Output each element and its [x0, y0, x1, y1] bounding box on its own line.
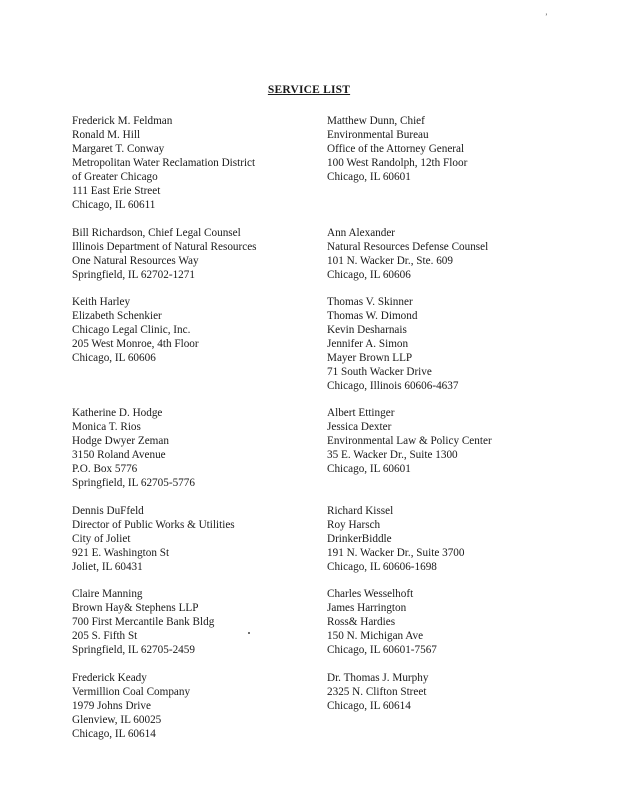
entry-line: Vermillion Coal Company: [72, 686, 191, 698]
entry-line: Ross& Hardies: [327, 616, 396, 628]
service-entry-murphy: [327, 671, 428, 713]
service-entry-skinner: [327, 295, 458, 393]
entry-line: 100 West Randolph, 12th Floor: [327, 157, 468, 169]
entry-line: Glenview, IL 60025: [72, 714, 162, 726]
service-entry-feldman: [72, 114, 255, 212]
entry-line: Illinois Department of Natural Resources: [72, 241, 257, 253]
entry-line: Chicago, IL 60606: [72, 352, 156, 364]
service-entry-duffeld: [72, 504, 235, 574]
entry-line: Ronald M. Hill: [72, 129, 141, 141]
entry-line: Chicago, IL 60614: [327, 700, 411, 712]
entry-line: Environmental Bureau: [327, 129, 429, 141]
entry-line: Dennis DuFfeld: [72, 505, 144, 517]
entry-line: Margaret T. Conway: [72, 143, 165, 155]
entry-line: Thomas V. Skinner: [327, 296, 413, 308]
entry-line: 111 East Erie Street: [72, 185, 161, 197]
entry-line: 205 West Monroe, 4th Floor: [72, 338, 199, 350]
entry-line: P.O. Box 5776: [72, 463, 138, 475]
entry-line: Richard Kissel: [327, 505, 394, 517]
entry-line: Chicago, IL 60601: [327, 463, 411, 475]
entry-line: Monica T. Rios: [72, 421, 141, 433]
entry-line: Chicago, IL 60606-1698: [327, 561, 437, 573]
entry-line: Keith Harley: [72, 296, 131, 308]
entry-line: Chicago, IL 60611: [72, 199, 156, 211]
service-entry-kissel: [327, 504, 464, 574]
entry-line: Charles Wesselhoft: [327, 588, 414, 600]
entry-line: Chicago, IL 60614: [72, 728, 156, 740]
entry-line: Katherine D. Hodge: [72, 407, 163, 419]
entry-line: 921 E. Washington St: [72, 547, 170, 559]
entry-line: Claire Manning: [72, 588, 143, 600]
entry-line: Director of Public Works & Utilities: [72, 519, 235, 531]
service-entry-hodge: [72, 406, 195, 490]
service-entry-harley: [72, 295, 199, 365]
entry-line: Metropolitan Water Reclamation District: [72, 157, 256, 169]
entry-line: 191 N. Wacker Dr., Suite 3700: [327, 547, 465, 559]
entry-line: Matthew Dunn, Chief: [327, 115, 425, 127]
service-entry-wesselhoft: [327, 587, 437, 657]
entry-line: DrinkerBiddle: [327, 533, 392, 545]
service-entry-manning: [72, 587, 214, 657]
entry-line: Chicago, IL 60601-7567: [327, 644, 437, 656]
entry-line: Jessica Dexter: [327, 421, 392, 433]
service-entry-dunn: [327, 114, 467, 184]
entry-line: Albert Ettinger: [327, 407, 395, 419]
entry-line: Dr. Thomas J. Murphy: [327, 672, 429, 684]
entry-line: 3150 Roland Avenue: [72, 449, 166, 461]
entry-line: Jennifer A. Simon: [327, 338, 409, 350]
entry-line: City of Joliet: [72, 533, 131, 545]
entry-line: Chicago, IL 60601: [327, 171, 411, 183]
entry-line: 2325 N. Clifton Street: [327, 686, 427, 698]
entry-line: Bill Richardson, Chief Legal Counsel: [72, 227, 241, 239]
entry-line: 35 E. Wacker Dr., Suite 1300: [327, 449, 458, 461]
entry-line: Springfield, IL 62705-2459: [72, 644, 195, 656]
entry-line: Springfield, IL 62702-1271: [72, 269, 195, 281]
entry-line: Environmental Law & Policy Center: [327, 435, 492, 447]
entry-line: Kevin Desharnais: [327, 324, 407, 336]
entry-line: James Harrington: [327, 602, 407, 614]
entry-line: Chicago, Illinois 60606-4637: [327, 380, 459, 392]
entry-line: 101 N. Wacker Dr., Ste. 609: [327, 255, 453, 267]
entry-line: Roy Harsch: [327, 519, 381, 531]
entry-line: 205 S. Fifth St: [72, 630, 138, 642]
entry-line: Chicago Legal Clinic, Inc.: [72, 324, 191, 336]
entry-line: Joliet, IL 60431: [72, 561, 143, 573]
entry-line: 700 First Mercantile Bank Bldg: [72, 616, 215, 628]
service-entry-keady: [72, 671, 190, 741]
entry-line: Brown Hay& Stephens LLP: [72, 602, 199, 614]
service-entry-ettinger: [327, 406, 492, 476]
page-title: SERVICE LIST: [267, 84, 351, 96]
service-entry-alexander: [327, 226, 488, 282]
entry-line: Mayer Brown LLP: [327, 352, 413, 364]
entry-line: 150 N. Michigan Ave: [327, 630, 424, 642]
entry-line: One Natural Resources Way: [72, 255, 199, 267]
entry-line: Natural Resources Defense Counsel: [327, 241, 489, 253]
entry-line: Thomas W. Dimond: [327, 310, 418, 322]
entry-line: Office of the Attorney General: [327, 143, 465, 155]
entry-line: Springfield, IL 62705-5776: [72, 477, 195, 489]
service-entry-richardson: [72, 226, 257, 282]
entry-line: 1979 Johns Drive: [72, 700, 151, 712]
entry-line: Elizabeth Schenkier: [72, 310, 162, 322]
entry-line: 71 South Wacker Drive: [327, 366, 432, 378]
entry-line: Chicago, IL 60606: [327, 269, 411, 281]
entry-line: Hodge Dwyer Zeman: [72, 435, 169, 447]
entry-line: Frederick Keady: [72, 672, 147, 684]
scan-artifact-dot: [248, 632, 250, 634]
page-corner-mark: ’: [545, 12, 548, 21]
entry-line: Frederick M. Feldman: [72, 115, 173, 127]
entry-line: Ann Alexander: [327, 227, 396, 239]
entry-line: of Greater Chicago: [72, 171, 158, 183]
